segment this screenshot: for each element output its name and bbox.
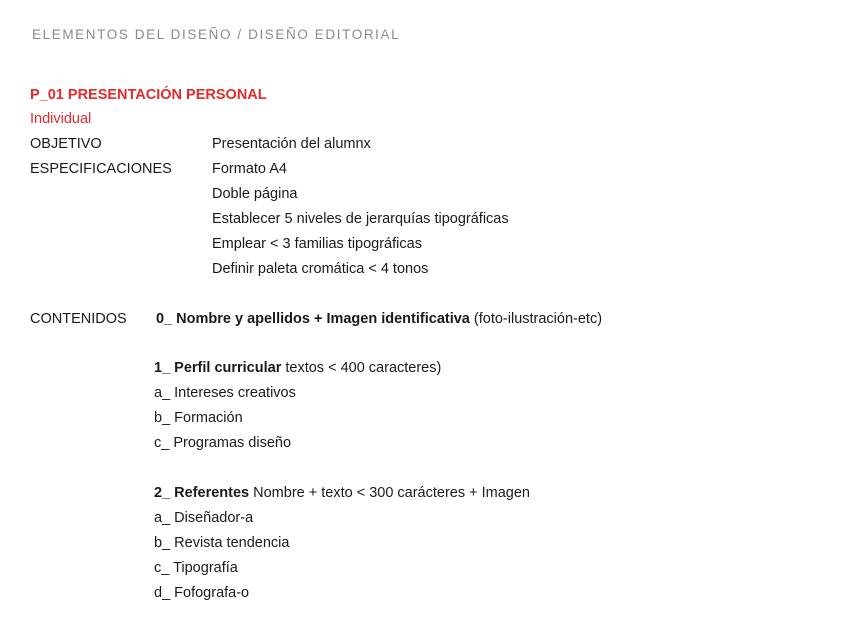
contenidos-label: CONTENIDOS [30, 311, 127, 327]
spec-item: Formato A4 [212, 161, 287, 177]
spec-item: Establecer 5 niveles de jerarquías tipográficas [212, 211, 509, 227]
section-2-item: c_ Tipografía [154, 560, 238, 576]
section-2-line [154, 484, 530, 502]
section-0-heading: 0_ Nombre y apellidos + Imagen identificativa [156, 311, 470, 327]
section-2-item: b_ Revista tendencia [154, 535, 290, 551]
spec-item: Definir paleta cromática < 4 tonos [212, 261, 429, 277]
project-title: P_01 PRESENTACIÓN PERSONAL [30, 87, 267, 103]
spec-item: Doble página [212, 186, 298, 202]
section-1-heading: 1_ Perfil curricular [154, 360, 282, 376]
section-2-note: Nombre + texto < 300 carácteres + Imagen [249, 485, 530, 501]
project-mode: Individual [30, 111, 92, 127]
especificaciones-label: ESPECIFICACIONES [30, 161, 172, 177]
section-1-line [154, 359, 441, 377]
section-1-item: c_ Programas diseño [154, 435, 292, 451]
spec-item: Emplear < 3 familias tipográficas [212, 236, 422, 252]
section-2-item: d_ Fofografa-o [154, 585, 250, 601]
section-0-line [156, 310, 602, 328]
section-1-item: b_ Formación [154, 410, 243, 426]
section-2-item: a_ Diseñador-a [154, 510, 254, 526]
section-2-heading: 2_ Referentes [154, 485, 250, 501]
section-1-note: textos < 400 caracteres) [281, 360, 442, 376]
objetivo-value: Presentación del alumnx [212, 136, 371, 152]
section-1-item: a_ Intereses creativos [154, 385, 296, 401]
objetivo-label: OBJETIVO [30, 136, 102, 152]
section-0-note: (foto-ilustración-etc) [469, 311, 603, 327]
page-header: ELEMENTOS DEL DISEÑO / DISEÑO EDITORIAL [32, 27, 401, 42]
